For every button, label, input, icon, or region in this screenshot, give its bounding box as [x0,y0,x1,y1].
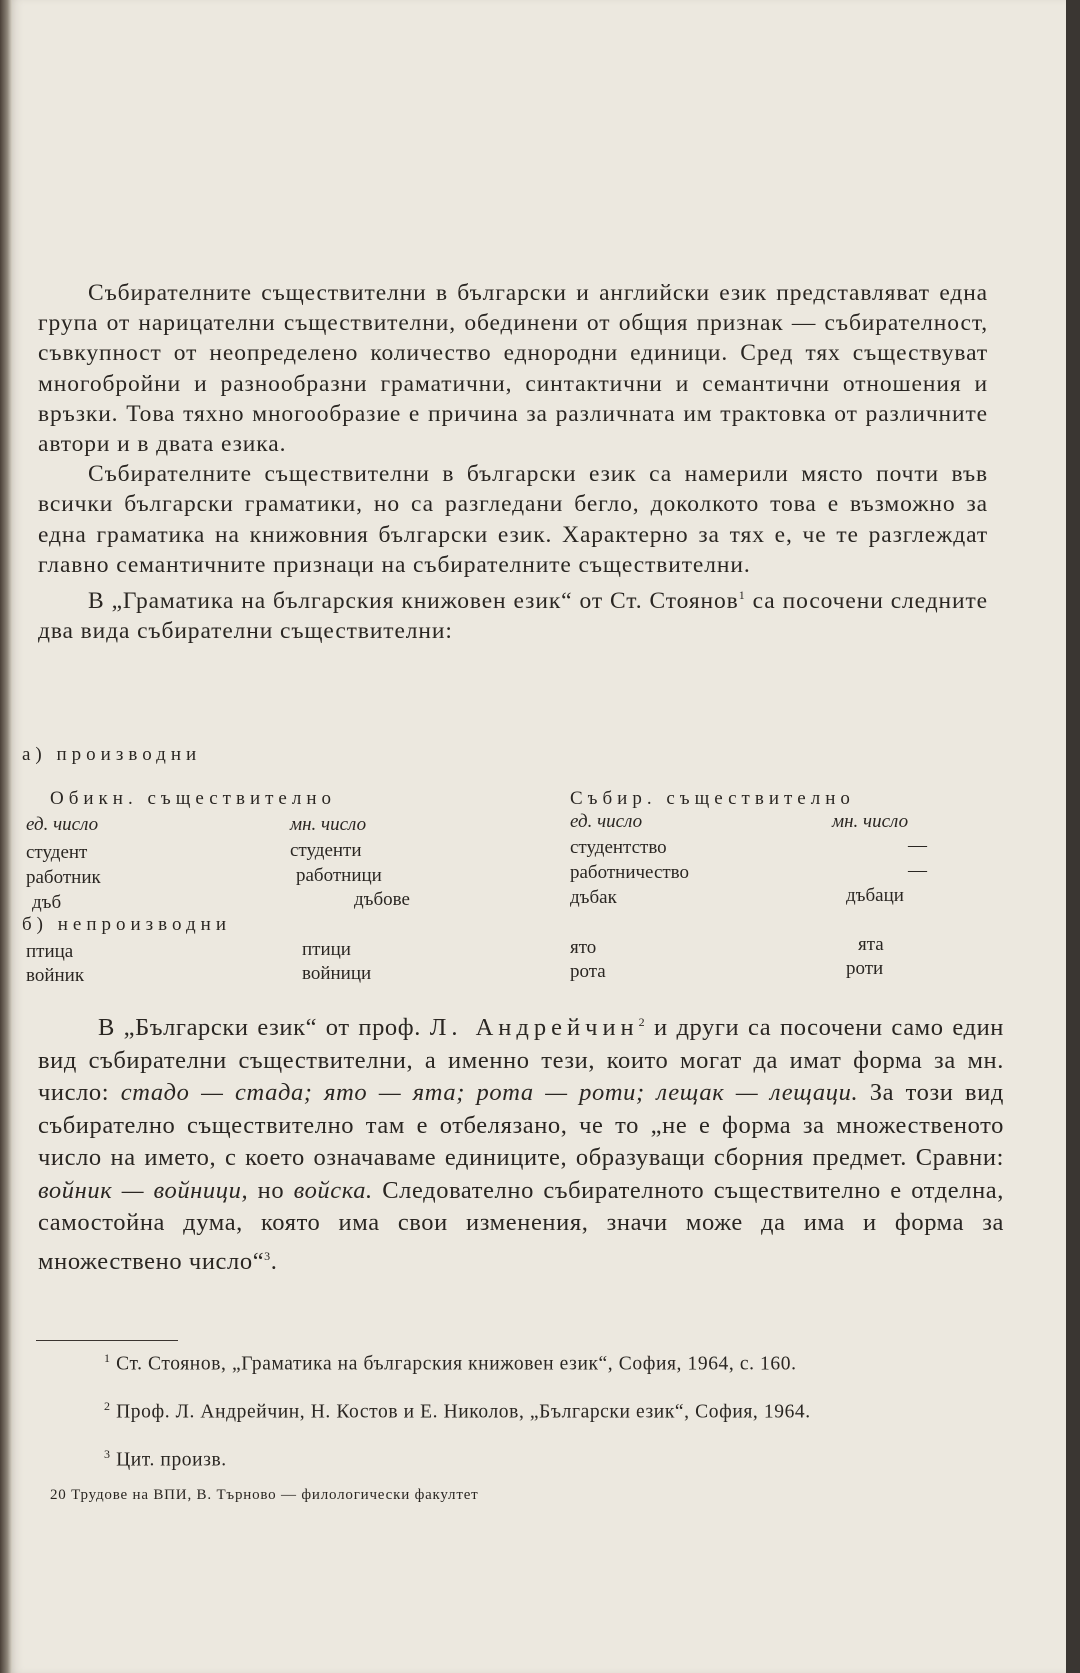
section-b-label: б) непроизводни [22,914,231,935]
table-cell: — [908,835,927,856]
paragraph-3: В „Граматика на българския книжовен език“ от Ст. Стоянов$^1$ са посочени следните два вида събирателни съществителни: [38,587,989,645]
paragraph-1: Събирателните съществителни в български и английски език представляват една група от нарицателни съществителни, обединени от общия признак — събирателност, съвкупност от неопределено количество еднородни единици. Сред тях съществуват многобройни и разнообразни граматични, синтактични и семантични отношения и връзки. Това тяхно многообразие е причина за различната им трактовка от различните автори и в двата езика. [38,280,988,458]
example-2: войник — войници, [38,1176,249,1204]
table-sub-1: ед. число [26,814,99,835]
table-cell: работничество [570,862,690,883]
paragraph-2: Събирателните съществителни в български език са намерили място почти във всички български граматики, но са разгледани бегло, доколкото това е възможно за една граматика на книжовния български език. Характерно за тях е, че те разглеждат главно семантичните признаци на събирателните съществителни. [38,461,988,578]
table-cell: птица [26,941,74,962]
example-1: стадо — стада; ято — ята; рота — роти; лещак — лещаци. [120,1079,859,1107]
table-sub-3: ед. число [570,811,643,832]
table-cell: студент [26,842,88,863]
table-cell: ята [858,934,884,955]
page-footer: 20 Трудове на ВПИ, В. Търново — филологически факултет [50,1487,479,1503]
table-head-right: Събир. съществително [570,788,855,809]
table-cell: дъбаци [846,885,904,906]
table-head-left: Обикн. съществително [50,788,337,809]
table-cell: работници [296,865,382,886]
table-cell: — [908,860,927,881]
section-a-label: а) производни [22,744,202,765]
footnote-3: $^3$ Цит. произв. [104,1447,227,1471]
footnote-1: $^1$ Ст. Стоянов, „Граматика на българския книжовен език“, София, 1964, с. 160. [104,1351,797,1375]
table-cell: студентство [570,837,667,858]
table-sub-4: мн. число [832,811,909,832]
footnote-ref-1: 1 [738,588,746,603]
table-cell: дъбове [354,889,410,910]
footnote-2: $^2$ Проф. Л. Андрейчин, Н. Костов и Е. Николов, „Български език“, София, 1964. [104,1399,811,1423]
page-binding-edge [0,0,12,1673]
table-cell: птици [302,939,351,960]
table-cell: дъб [32,892,62,913]
paragraph-4: В „Български език“ от проф. Л. Андрейчин$^2$ и други са посочени само един вид събирателни съществителни, а именно тези, които могат да имат форма за мн. число: стадо — стада; ято — ята; рота — роти; лещак — лещаци. За този вид събирателно съществително там е отбелязано, че то „не е форма за множественото число на името, с което означаваме единиците, образуващи сборния предмет. Сравни: войник — войници, но войска. Следователно събирателното съществително е отделна, самостойна дума, която има свои изменения, значи може да има и форма за множествено число“$^3$. [38,1014,1004,1275]
table-cell: работник [26,867,101,888]
footnote-ref-2: 2 [638,1015,646,1029]
table-sub-2: мн. число [290,814,367,835]
table-cell: студенти [290,840,362,861]
table-cell: дъбак [570,887,617,908]
table-cell: рота [570,961,606,982]
table-cell: войници [302,963,372,984]
example-3: войска. [293,1176,373,1204]
table-cell: роти [846,958,884,979]
author-name: Л. Андрейчин [429,1014,639,1042]
footnote-ref-3: 3 [264,1248,271,1263]
footnote-divider [36,1340,178,1341]
table-cell: войник [26,965,85,986]
table-cell: ято [570,937,597,958]
intro-text [38,278,988,646]
